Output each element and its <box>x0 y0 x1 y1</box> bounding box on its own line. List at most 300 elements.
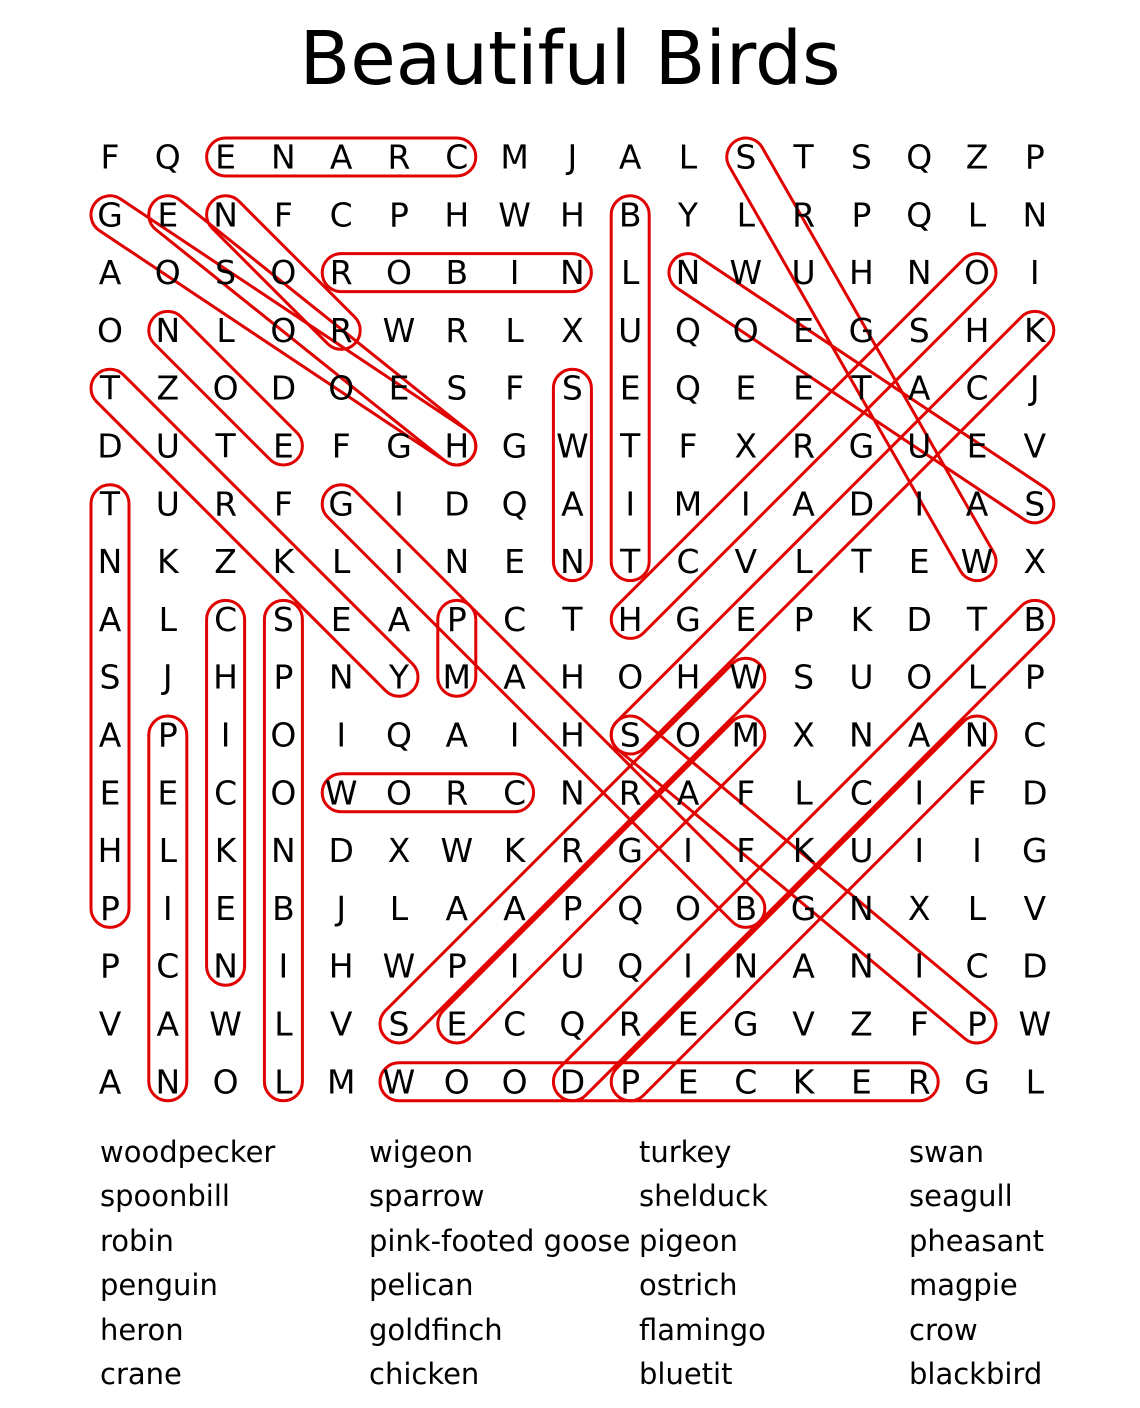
grid-letter[interactable]: L <box>967 888 987 928</box>
word-list-item: pigeon <box>639 1223 738 1258</box>
grid-letter[interactable]: E <box>850 1062 872 1102</box>
grid-letter[interactable]: F <box>331 426 351 466</box>
grid-letter[interactable]: G <box>328 484 354 524</box>
grid-letter[interactable]: W <box>1018 1004 1052 1044</box>
grid-letter[interactable]: Z <box>965 137 989 177</box>
grid-letter[interactable]: P <box>1024 657 1045 697</box>
grid-letter[interactable]: B <box>734 888 758 928</box>
grid-letter[interactable]: S <box>272 599 294 639</box>
grid-letter[interactable]: O <box>732 310 759 350</box>
grid-letter[interactable]: N <box>849 888 874 928</box>
grid-letter[interactable]: G <box>617 831 643 871</box>
grid-letter[interactable]: Y <box>388 657 410 697</box>
grid-letter[interactable]: V <box>792 1004 815 1044</box>
grid-letter[interactable]: G <box>1022 831 1048 871</box>
grid-letter[interactable]: O <box>212 1062 239 1102</box>
grid-letter[interactable]: P <box>620 1062 641 1102</box>
grid-letter[interactable]: E <box>504 542 526 582</box>
grid-letter[interactable]: E <box>677 1004 699 1044</box>
grid-letter[interactable]: G <box>97 195 123 235</box>
grid-letter[interactable]: B <box>445 253 469 293</box>
grid-letter[interactable]: J <box>1029 368 1040 408</box>
grid-letter[interactable]: H <box>444 195 470 235</box>
grid-letter[interactable]: K <box>156 542 179 582</box>
grid-letter[interactable]: N <box>560 542 585 582</box>
grid-letter[interactable]: N <box>733 946 759 986</box>
grid-letter[interactable]: D <box>328 831 354 871</box>
grid-letter[interactable]: L <box>505 310 524 350</box>
grid-letter[interactable]: E <box>793 310 815 350</box>
grid-letter[interactable]: X <box>1023 542 1047 582</box>
grid-letter[interactable]: U <box>155 484 180 524</box>
grid-letter[interactable]: L <box>158 599 177 639</box>
grid-letter[interactable]: F <box>273 195 293 235</box>
grid-letter[interactable]: F <box>736 773 756 813</box>
grid-letter[interactable]: G <box>501 426 528 466</box>
grid-letter[interactable]: M <box>326 1062 356 1102</box>
grid-letter[interactable]: U <box>155 426 180 466</box>
grid-letter[interactable]: T <box>620 542 641 582</box>
grid-letter[interactable]: G <box>386 426 412 466</box>
grid-letter[interactable]: Q <box>386 715 412 755</box>
grid-letter[interactable]: E <box>793 368 815 408</box>
grid-letter[interactable]: N <box>213 195 238 235</box>
grid-letter[interactable]: A <box>792 946 815 986</box>
grid-letter[interactable]: O <box>270 253 297 293</box>
grid-letter[interactable]: I <box>683 946 693 986</box>
grid-letter[interactable]: P <box>157 715 178 755</box>
grid-letter[interactable]: I <box>509 253 520 293</box>
grid-letter[interactable]: T <box>215 426 236 466</box>
grid-letter[interactable]: F <box>505 368 525 408</box>
grid-letter[interactable]: G <box>733 1004 759 1044</box>
grid-letter[interactable]: O <box>443 1062 470 1102</box>
grid-letter[interactable]: K <box>214 831 237 871</box>
grid-letter[interactable]: O <box>328 368 355 408</box>
grid-letter[interactable]: N <box>155 1062 181 1102</box>
grid-letter[interactable]: P <box>389 195 409 235</box>
grid-letter[interactable]: H <box>559 657 585 697</box>
grid-letter[interactable]: A <box>792 484 815 524</box>
grid-letter[interactable]: I <box>336 715 347 755</box>
grid-letter[interactable]: Q <box>154 137 181 177</box>
grid-letter[interactable]: H <box>213 657 239 697</box>
word-list-item: blackbird <box>909 1357 1043 1392</box>
grid-letter[interactable]: I <box>740 484 751 524</box>
grid-letter[interactable]: I <box>914 831 925 871</box>
grid-letter[interactable]: O <box>501 1062 528 1102</box>
grid-letter[interactable]: X <box>387 831 411 871</box>
grid-letter[interactable]: V <box>329 1004 353 1044</box>
grid-letter[interactable]: A <box>98 1062 122 1102</box>
grid-letter[interactable]: A <box>965 484 989 524</box>
grid-letter[interactable]: Q <box>906 137 933 177</box>
grid-letter[interactable]: S <box>735 137 757 177</box>
grid-letter[interactable]: A <box>445 715 469 755</box>
grid-letter[interactable]: A <box>907 715 931 755</box>
grid-letter[interactable]: E <box>388 368 410 408</box>
word-list-column-2 <box>369 1130 639 1396</box>
grid-letter[interactable]: V <box>1023 426 1047 466</box>
grid-letter[interactable]: X <box>561 310 584 350</box>
grid-letter[interactable]: M <box>500 137 529 177</box>
grid-letter[interactable]: J <box>567 137 578 177</box>
grid-letter[interactable]: I <box>509 946 520 986</box>
grid-letter[interactable]: C <box>676 542 700 582</box>
grid-letter[interactable]: I <box>972 831 982 871</box>
grid-letter[interactable]: H <box>328 946 354 986</box>
grid-letter[interactable]: P <box>100 946 120 986</box>
grid-letter[interactable]: L <box>1025 1062 1044 1102</box>
grid-letter[interactable]: S <box>908 310 930 350</box>
grid-letter[interactable]: X <box>792 715 815 755</box>
grid-letter[interactable]: Z <box>156 368 180 408</box>
grid-letter[interactable]: B <box>618 195 642 235</box>
grid-letter[interactable]: U <box>849 831 874 871</box>
grid-letter[interactable]: N <box>560 253 585 293</box>
grid-letter[interactable]: O <box>270 310 297 350</box>
grid-letter[interactable]: T <box>793 137 814 177</box>
grid-letter[interactable]: J <box>336 888 347 928</box>
grid-letter[interactable]: R <box>329 310 353 350</box>
grid-letter[interactable]: E <box>99 773 121 813</box>
grid-letter[interactable]: W <box>382 310 416 350</box>
grid-letter[interactable]: E <box>272 426 294 466</box>
grid-letter[interactable]: D <box>270 368 297 408</box>
grid-letter[interactable]: I <box>509 715 520 755</box>
word-list-item: pelican <box>369 1268 474 1303</box>
grid-letter[interactable]: C <box>849 773 873 813</box>
grid-letter[interactable]: H <box>559 715 585 755</box>
grid-letter[interactable]: A <box>156 1004 180 1044</box>
grid-letter[interactable]: L <box>736 195 755 235</box>
grid-letter[interactable]: X <box>734 426 758 466</box>
grid-letter[interactable]: N <box>155 310 181 350</box>
grid-letter[interactable]: T <box>99 368 121 408</box>
grid-letter[interactable]: E <box>157 195 179 235</box>
grid-letter[interactable]: A <box>907 368 931 408</box>
grid-letter[interactable]: K <box>792 831 815 871</box>
grid-letter[interactable]: S <box>850 137 872 177</box>
grid-letter[interactable]: T <box>851 368 872 408</box>
grid-letter[interactable]: W <box>729 657 763 697</box>
grid-letter[interactable]: G <box>848 310 875 350</box>
grid-letter[interactable]: T <box>620 426 641 466</box>
grid-letter[interactable]: P <box>446 599 467 639</box>
grid-letter[interactable]: I <box>914 946 925 986</box>
grid-letter[interactable]: L <box>967 657 987 697</box>
grid-letter[interactable]: P <box>562 888 583 928</box>
grid-letter[interactable]: S <box>215 253 237 293</box>
grid-letter[interactable]: I <box>1029 253 1040 293</box>
grid-letter[interactable]: C <box>965 946 989 986</box>
grid-letter[interactable]: W <box>729 253 763 293</box>
grid-letter[interactable]: U <box>560 946 585 986</box>
grid-letter[interactable]: L <box>794 773 813 813</box>
grid-letter[interactable]: P <box>100 888 120 928</box>
grid-letter[interactable]: S <box>99 657 121 697</box>
word-list-item: pink-footed goose <box>369 1223 631 1258</box>
grid-letter[interactable]: W <box>440 831 474 871</box>
grid-letter[interactable]: O <box>675 715 701 755</box>
grid-letter[interactable]: H <box>559 195 585 235</box>
grid-letter[interactable]: K <box>792 1062 815 1102</box>
grid-letter[interactable]: F <box>678 426 698 466</box>
grid-letter[interactable]: C <box>965 368 989 408</box>
grid-letter[interactable]: R <box>618 1004 642 1044</box>
grid-letter[interactable]: I <box>914 773 925 813</box>
grid-letter[interactable]: U <box>849 657 874 697</box>
grid-letter[interactable]: E <box>215 888 237 928</box>
grid-letter[interactable]: W <box>382 1062 416 1102</box>
grid-letter[interactable]: N <box>213 946 238 986</box>
grid-letter[interactable]: I <box>220 715 231 755</box>
grid-letter[interactable]: W <box>209 1004 242 1044</box>
grid-letter[interactable]: O <box>386 773 412 813</box>
word-list-item: ostrich <box>639 1268 738 1303</box>
grid-letter[interactable]: P <box>446 946 467 986</box>
grid-letter[interactable]: O <box>154 253 181 293</box>
grid-letter[interactable]: M <box>442 657 472 697</box>
grid-letter[interactable]: R <box>907 1062 931 1102</box>
grid-letter[interactable]: S <box>793 657 815 697</box>
grid-letter[interactable]: X <box>907 888 931 928</box>
grid-letter[interactable]: O <box>386 253 412 293</box>
grid-letter[interactable]: U <box>791 253 816 293</box>
grid-letter[interactable]: A <box>503 657 526 697</box>
grid-letter[interactable]: D <box>97 426 123 466</box>
grid-letter[interactable]: L <box>158 831 177 871</box>
grid-letter[interactable]: Q <box>906 195 933 235</box>
grid-letter[interactable]: G <box>790 888 817 928</box>
grid-letter[interactable]: C <box>214 773 238 813</box>
grid-letter[interactable]: B <box>1023 599 1047 639</box>
grid-letter[interactable]: D <box>559 1062 586 1102</box>
grid-letter[interactable]: Z <box>850 1004 873 1044</box>
grid-letter[interactable]: I <box>162 888 173 928</box>
grid-letter[interactable]: P <box>851 195 872 235</box>
grid-letter[interactable]: R <box>214 484 238 524</box>
word-list-item: bluetit <box>639 1357 733 1392</box>
grid-letter[interactable]: O <box>97 310 123 350</box>
grid-letter[interactable]: W <box>960 542 994 582</box>
grid-letter[interactable]: E <box>330 599 352 639</box>
grid-letter[interactable]: T <box>851 542 872 582</box>
grid-letter[interactable]: O <box>270 715 297 755</box>
grid-letter[interactable]: S <box>1024 484 1046 524</box>
grid-letter[interactable]: N <box>1022 195 1048 235</box>
grid-letter[interactable]: R <box>618 773 642 813</box>
grid-letter[interactable]: Q <box>675 368 701 408</box>
grid-letter[interactable]: E <box>677 1062 699 1102</box>
grid-letter[interactable]: F <box>967 773 987 813</box>
grid-letter[interactable]: L <box>274 1062 293 1102</box>
grid-letter[interactable]: A <box>98 253 122 293</box>
grid-letter[interactable]: N <box>849 715 874 755</box>
grid-letter[interactable]: V <box>734 542 758 582</box>
grid-letter[interactable]: A <box>387 599 411 639</box>
grid-letter[interactable]: S <box>561 368 583 408</box>
grid-letter[interactable]: V <box>1023 888 1047 928</box>
grid-letter[interactable]: A <box>561 484 584 524</box>
grid-letter[interactable]: E <box>446 1004 468 1044</box>
grid-letter[interactable]: M <box>673 484 703 524</box>
grid-letter[interactable]: U <box>907 426 932 466</box>
grid-letter[interactable]: A <box>676 773 700 813</box>
grid-letter[interactable]: C <box>329 195 353 235</box>
grid-letter[interactable]: G <box>848 426 875 466</box>
grid-letter[interactable]: O <box>270 773 297 813</box>
grid-letter[interactable]: C <box>734 1062 758 1102</box>
grid-letter[interactable]: A <box>445 888 469 928</box>
grid-letter[interactable]: W <box>382 946 416 986</box>
grid-letter[interactable]: F <box>909 1004 929 1044</box>
grid-letter[interactable]: L <box>621 253 640 293</box>
grid-letter[interactable]: M <box>731 715 761 755</box>
grid-letter[interactable]: R <box>329 253 353 293</box>
grid-letter[interactable]: C <box>156 946 180 986</box>
grid-letter[interactable]: L <box>967 195 987 235</box>
grid-letter[interactable]: E <box>735 599 757 639</box>
grid-letter[interactable]: N <box>328 657 354 697</box>
grid-letter[interactable]: L <box>678 137 698 177</box>
grid-letter[interactable]: A <box>618 137 642 177</box>
grid-letter[interactable]: S <box>388 1004 410 1044</box>
grid-letter[interactable]: B <box>272 888 295 928</box>
grid-letter[interactable]: R <box>792 195 816 235</box>
grid-letter[interactable]: C <box>1023 715 1047 755</box>
grid-letter[interactable]: N <box>444 542 470 582</box>
grid-letter[interactable]: N <box>97 542 123 582</box>
grid-letter[interactable]: K <box>503 831 526 871</box>
grid-letter[interactable]: R <box>560 831 584 871</box>
grid-letter[interactable]: O <box>906 657 933 697</box>
grid-letter[interactable]: P <box>967 1004 987 1044</box>
grid-letter[interactable]: S <box>619 715 641 755</box>
grid-letter[interactable]: N <box>560 773 585 813</box>
grid-letter[interactable]: Y <box>677 195 699 235</box>
grid-letter[interactable]: N <box>964 715 990 755</box>
grid-letter[interactable]: H <box>848 253 874 293</box>
grid-letter[interactable]: A <box>98 715 122 755</box>
grid-letter[interactable]: V <box>98 1004 122 1044</box>
grid-letter[interactable]: H <box>444 426 470 466</box>
grid-letter[interactable]: K <box>272 542 295 582</box>
grid-letter[interactable]: I <box>394 484 404 524</box>
grid-letter[interactable]: D <box>1022 773 1048 813</box>
grid-letter[interactable]: F <box>273 484 293 524</box>
grid-letter[interactable]: A <box>503 888 526 928</box>
grid-letter[interactable]: L <box>274 1004 293 1044</box>
grid-letter[interactable]: C <box>445 137 469 177</box>
grid-letter[interactable]: E <box>735 368 757 408</box>
word-list-item: chicken <box>369 1357 480 1392</box>
grid-letter[interactable]: D <box>906 599 932 639</box>
grid-letter[interactable]: I <box>278 946 289 986</box>
grid-letter[interactable]: C <box>214 599 238 639</box>
grid-letter[interactable]: L <box>216 310 235 350</box>
grid-letter[interactable]: R <box>792 426 816 466</box>
found-word-highlight <box>603 304 1061 762</box>
grid-letter[interactable]: T <box>966 599 988 639</box>
grid-letter[interactable]: J <box>162 657 173 697</box>
grid-letter[interactable]: G <box>964 1062 990 1102</box>
grid-letter[interactable]: E <box>966 426 988 466</box>
grid-letter[interactable]: W <box>324 773 358 813</box>
grid-letter[interactable]: Q <box>617 888 644 928</box>
grid-letter[interactable]: G <box>675 599 701 639</box>
grid-letter[interactable]: I <box>914 484 925 524</box>
grid-letter[interactable]: F <box>736 831 756 871</box>
grid-letter[interactable]: D <box>444 484 470 524</box>
grid-letter[interactable]: T <box>99 484 121 524</box>
grid-letter[interactable]: Q <box>559 1004 586 1044</box>
grid-letter[interactable]: W <box>498 195 531 235</box>
grid-letter[interactable]: L <box>332 542 351 582</box>
grid-letter[interactable]: S <box>446 368 468 408</box>
grid-letter[interactable]: U <box>618 310 643 350</box>
word-list-item: crow <box>909 1312 978 1347</box>
grid-letter[interactable]: P <box>1024 137 1045 177</box>
grid-letter[interactable]: R <box>445 773 469 813</box>
grid-letter[interactable]: K <box>1023 310 1046 350</box>
grid-letter[interactable]: O <box>617 657 644 697</box>
grid-letter[interactable]: E <box>157 773 179 813</box>
grid-letter[interactable]: N <box>906 253 932 293</box>
grid-letter[interactable]: T <box>562 599 583 639</box>
grid-letter[interactable]: F <box>100 137 120 177</box>
grid-letter[interactable]: P <box>793 599 814 639</box>
grid-letter[interactable]: W <box>556 426 589 466</box>
grid-letter[interactable]: E <box>908 542 930 582</box>
grid-letter[interactable]: Q <box>501 484 528 524</box>
grid-letter[interactable]: I <box>625 484 636 524</box>
grid-letter[interactable]: P <box>273 657 294 697</box>
grid-letter[interactable]: N <box>849 946 874 986</box>
grid-letter[interactable]: Q <box>617 946 644 986</box>
grid-letter[interactable]: D <box>1022 946 1048 986</box>
grid-letter[interactable]: H <box>617 599 643 639</box>
word-list-item: wigeon <box>369 1135 474 1169</box>
grid-letter[interactable]: O <box>964 253 990 293</box>
grid-letter[interactable]: N <box>675 253 701 293</box>
grid-letter[interactable]: H <box>964 310 990 350</box>
grid-letter[interactable]: L <box>794 542 813 582</box>
grid-letter[interactable]: H <box>97 831 123 871</box>
grid-letter[interactable]: L <box>389 888 409 928</box>
grid-letter[interactable]: E <box>619 368 641 408</box>
grid-letter[interactable]: I <box>394 542 404 582</box>
grid-letter[interactable]: O <box>675 888 701 928</box>
grid-letter[interactable]: N <box>271 831 296 871</box>
grid-letter[interactable]: N <box>271 137 296 177</box>
grid-letter[interactable]: C <box>503 1004 527 1044</box>
grid-letter[interactable]: C <box>503 773 527 813</box>
grid-letter[interactable]: R <box>387 137 411 177</box>
grid-letter[interactable]: Q <box>675 310 701 350</box>
grid-letter[interactable]: I <box>683 831 693 871</box>
grid-letter[interactable]: D <box>848 484 875 524</box>
grid-letter[interactable]: R <box>445 310 469 350</box>
grid-letter[interactable]: E <box>215 137 237 177</box>
grid-letter[interactable]: Z <box>214 542 237 582</box>
grid-letter[interactable]: K <box>850 599 873 639</box>
grid-letter[interactable]: O <box>212 368 239 408</box>
grid-letter[interactable]: A <box>98 599 122 639</box>
grid-letter[interactable]: A <box>329 137 353 177</box>
grid-letter[interactable]: C <box>503 599 527 639</box>
grid-letter[interactable]: H <box>675 657 701 697</box>
